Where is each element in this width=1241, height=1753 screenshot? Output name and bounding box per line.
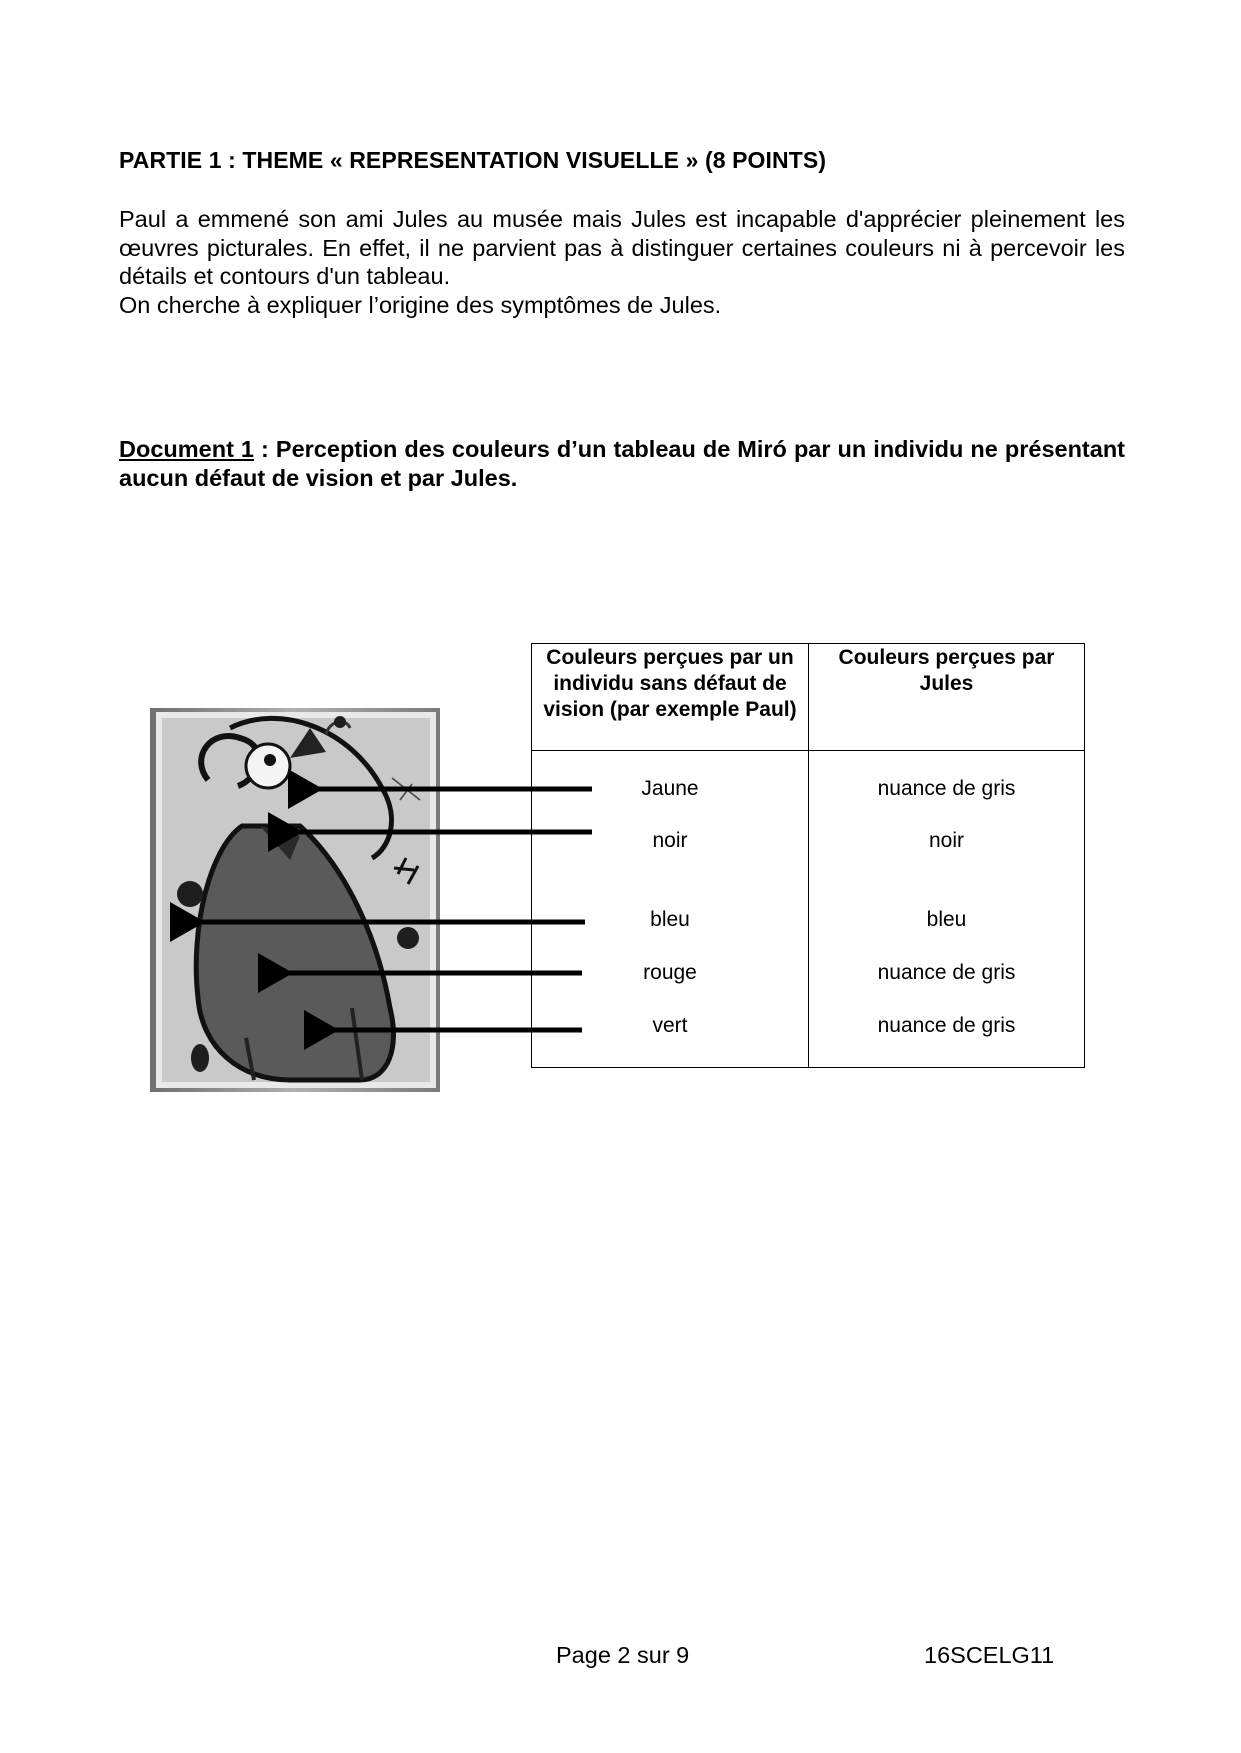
page-heading: PARTIE 1 : THEME « REPRESENTATION VISUELLE » (8 POINTS) [119, 147, 827, 173]
normal-color-2: bleu [650, 908, 690, 931]
intro-paragraph-2: On cherche à expliquer l’origine des symptômes de Jules. [119, 291, 722, 318]
jules-color-1: noir [928, 829, 965, 852]
jules-color-2: bleu [926, 908, 967, 931]
document-label: Document 1 [119, 436, 255, 462]
jules-color-4: nuance de gris [877, 1014, 1016, 1037]
column-normal-vision [532, 751, 809, 1068]
normal-color-1: noir [652, 829, 688, 852]
document-code: 16SCELG11 [924, 1642, 1055, 1668]
jules-color-0: nuance de gris [877, 777, 1016, 800]
column-jules [809, 751, 1085, 1068]
header-jules: Couleurs perçues par Jules [809, 644, 1085, 751]
normal-color-3: rouge [643, 961, 697, 984]
intro-text [119, 205, 1125, 319]
normal-color-0: Jaune [641, 777, 699, 800]
normal-color-4: vert [652, 1014, 688, 1037]
header-normal-vision: Couleurs perçues par un individu sans défaut de vision (par exemple Paul) [532, 644, 809, 751]
table-row [532, 751, 1085, 1068]
color-perception-table [531, 643, 1085, 1068]
page-number: Page 2 sur 9 [556, 1642, 690, 1668]
document-title [119, 435, 1125, 493]
miro-painting-image [150, 708, 440, 1092]
document-caption: : Perception des couleurs d’un tableau de Miró par un individu ne présentant aucun défaut de vision et par Jules. [119, 436, 1126, 491]
table-header-row [532, 644, 1085, 751]
jules-color-3: nuance de gris [877, 961, 1016, 984]
intro-paragraph-1: Paul a emmené son ami Jules au musée mais Jules est incapable d'apprécier pleinement les œuvres picturales. En effet, il ne parvient pas à distinguer certaines couleurs ni à percevoir les détails et contours d'un tableau. [119, 206, 1125, 289]
